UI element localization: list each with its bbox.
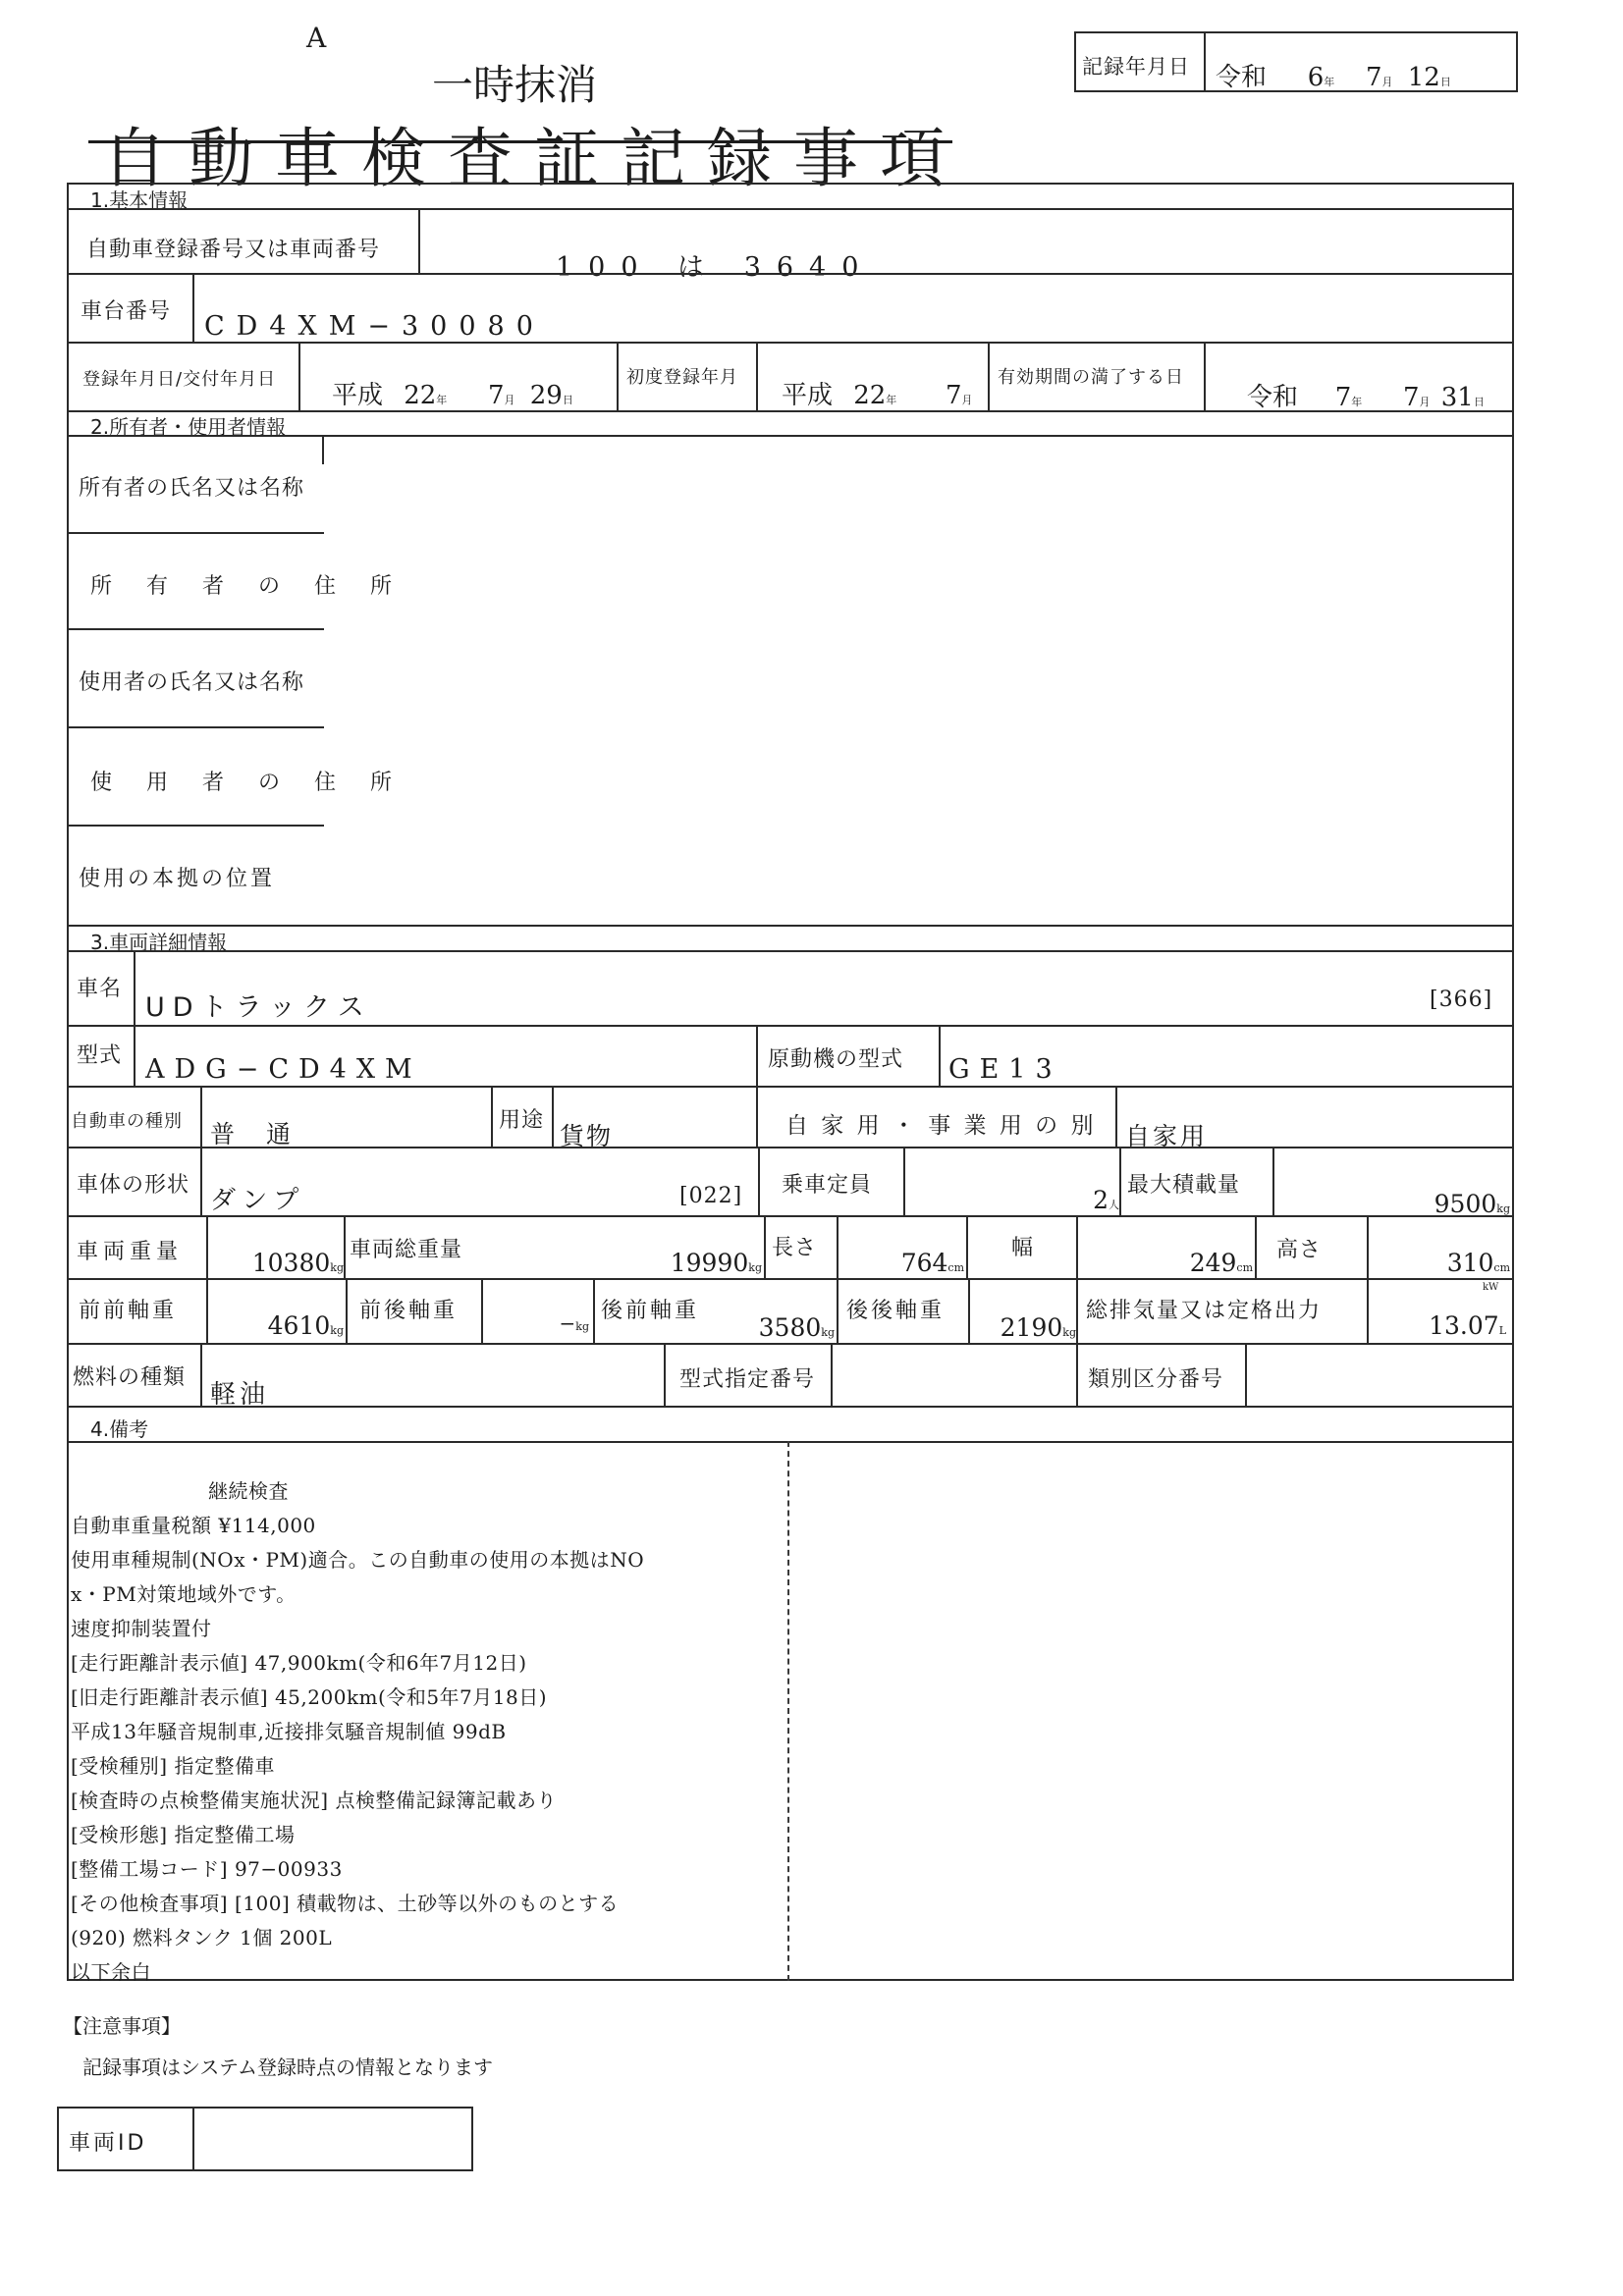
remarks-line: 速度抑制装置付 (71, 1616, 212, 1640)
vehicle-weight: 10380kg (251, 1249, 344, 1277)
front-rear-axle: −kg (559, 1311, 589, 1335)
registration-date-label: 登録年月日/交付年月日 (82, 369, 277, 390)
remarks-line: [整備工場コード] 97−00933 (71, 1856, 343, 1881)
remarks-list (71, 1466, 644, 1999)
body-shape-code: [022] (679, 1184, 743, 1208)
front-front-axle: 4610kg (267, 1311, 344, 1340)
remarks-line: 使用車種規制(NOx・PM)適合。この自動車の使用の本拠はNO (71, 1547, 645, 1572)
gross-weight-label: 車両総重量 (350, 1238, 463, 1262)
section-owner-user-title: 2.所有者・使用者情報 (90, 415, 287, 439)
record-date-label: 記録年月日 (1082, 55, 1190, 79)
class-number-label: 類別区分番号 (1088, 1367, 1224, 1392)
model-label: 型式 (77, 1043, 123, 1068)
vehicle-kind: 普 通 (210, 1120, 302, 1148)
expiry-date-label: 有効期間の満了する日 (998, 367, 1184, 388)
vehicle-id-label: 車両ID (69, 2131, 147, 2156)
rear-rear-axle: 2190kg (1000, 1313, 1076, 1342)
height: 310cm (1446, 1249, 1510, 1277)
remarks-line: [走行距離計表示値] 47,900km(令和6年7月12日) (71, 1650, 527, 1675)
body-shape: ダンプ (210, 1186, 305, 1215)
capacity-label: 乗車定員 (782, 1173, 873, 1198)
fuel-type: 軽油 (210, 1380, 270, 1410)
chassis-number: CD4XM−30080 (204, 311, 545, 342)
engine-model-label: 原動機の型式 (768, 1047, 904, 1072)
remarks-line: [受検種別] 指定整備車 (71, 1753, 275, 1778)
registration-number-label: 自動車登録番号又は車両番号 (86, 238, 381, 262)
section-remarks-title: 4.備考 (90, 1417, 149, 1441)
use-label: 用途 (499, 1108, 545, 1133)
record-date: 令和 6年 7月 12日 (1216, 63, 1451, 92)
max-load: 9500kg (1434, 1190, 1510, 1218)
remarks-line: [旧走行距離計表示値] 45,200km(令和5年7月18日) (71, 1684, 548, 1709)
document-title: 自動車検査証記録事項 (102, 121, 966, 196)
length: 764cm (900, 1249, 964, 1277)
expiry-date: 令和 7年 7月 31日 (1247, 383, 1485, 412)
caution-text: 記録事項はシステム登録時点の情報となります (82, 2056, 493, 2079)
section-vehicle-details-title: 3.車両詳細情報 (90, 931, 228, 954)
user-name-label: 使用者の氏名又は名称 (79, 670, 305, 695)
owner-address-label: 所 有 者 の 住 所 (90, 574, 406, 599)
cancellation-stamp: 一時抹消 (432, 61, 598, 109)
first-registration-label: 初度登録年月 (626, 367, 738, 388)
type-designation-label: 型式指定番号 (679, 1367, 816, 1392)
car-name-label: 車名 (77, 977, 123, 1001)
registration-number: 100 は 3640 (556, 252, 875, 283)
remarks-line: [その他検査事項] [100] 積載物は、土砂等以外のものとする (71, 1891, 620, 1915)
width-label: 幅 (1011, 1236, 1035, 1260)
remarks-line: 平成13年騒音規制車,近接排気騒音規制値 99dB (71, 1719, 507, 1743)
gross-weight: 19990kg (670, 1249, 762, 1277)
rear-rear-axle-label: 後後軸重 (846, 1299, 946, 1323)
displacement: 13.07L (1429, 1311, 1506, 1340)
front-front-axle-label: 前前軸重 (79, 1299, 178, 1323)
vehicle-kind-label: 自動車の種別 (71, 1111, 183, 1132)
car-name: UDトラックス (145, 992, 372, 1023)
fuel-type-label: 燃料の種類 (73, 1365, 187, 1390)
remarks-line: 継続検査 (208, 1478, 289, 1503)
remarks-line: 自動車重量税額 ¥114,000 (71, 1513, 316, 1537)
remarks-line: x・PM対策地域外です。 (71, 1581, 297, 1606)
remarks-line: [受検形態] 指定整備工場 (71, 1822, 296, 1846)
remarks-line: [検査時の点検整備実施状況] 点検整備記録簿記載あり (71, 1788, 557, 1812)
private-business-label: 自 家 用 ・ 事 業 用 の 別 (785, 1113, 1097, 1139)
first-registration-date: 平成 22年 7月 (782, 381, 973, 410)
vehicle-weight-label: 車両重量 (77, 1240, 184, 1264)
base-location-label: 使用の本拠の位置 (79, 867, 276, 891)
title-strikethrough (88, 140, 952, 143)
car-name-code: [366] (1430, 988, 1493, 1012)
displacement-label: 総排気量又は定格出力 (1086, 1299, 1323, 1323)
model: ADG−CD4XM (145, 1054, 422, 1085)
private-business: 自家用 (1125, 1122, 1209, 1150)
rear-front-axle: 3580kg (758, 1313, 835, 1342)
length-label: 長さ (772, 1236, 818, 1260)
max-load-label: 最大積載量 (1127, 1173, 1241, 1198)
engine-model: GE13 (948, 1054, 1062, 1085)
front-rear-axle-label: 前後軸重 (359, 1299, 459, 1323)
height-label: 高さ (1276, 1238, 1323, 1262)
remarks-line: 以下余白 (71, 1959, 151, 1984)
chassis-number-label: 車台番号 (81, 299, 172, 324)
rear-front-axle-label: 後前軸重 (601, 1299, 700, 1323)
caution-title: 【注意事項】 (63, 2014, 181, 2038)
width: 249cm (1189, 1249, 1253, 1277)
displacement-unit-kw: kW (1483, 1282, 1499, 1293)
user-address-label: 使 用 者 の 住 所 (90, 771, 406, 795)
body-shape-label: 車体の形状 (77, 1173, 190, 1198)
capacity: 2人 (1093, 1186, 1119, 1214)
section-basic-info-title: 1.基本情報 (90, 188, 189, 212)
remarks-line: (920) 燃料タンク 1個 200L (71, 1925, 333, 1949)
owner-name-label: 所有者の氏名又は名称 (79, 476, 305, 501)
use: 貨物 (560, 1122, 614, 1150)
registration-date: 平成 22年 7月 29日 (332, 381, 573, 410)
page-mark: A (306, 22, 327, 54)
